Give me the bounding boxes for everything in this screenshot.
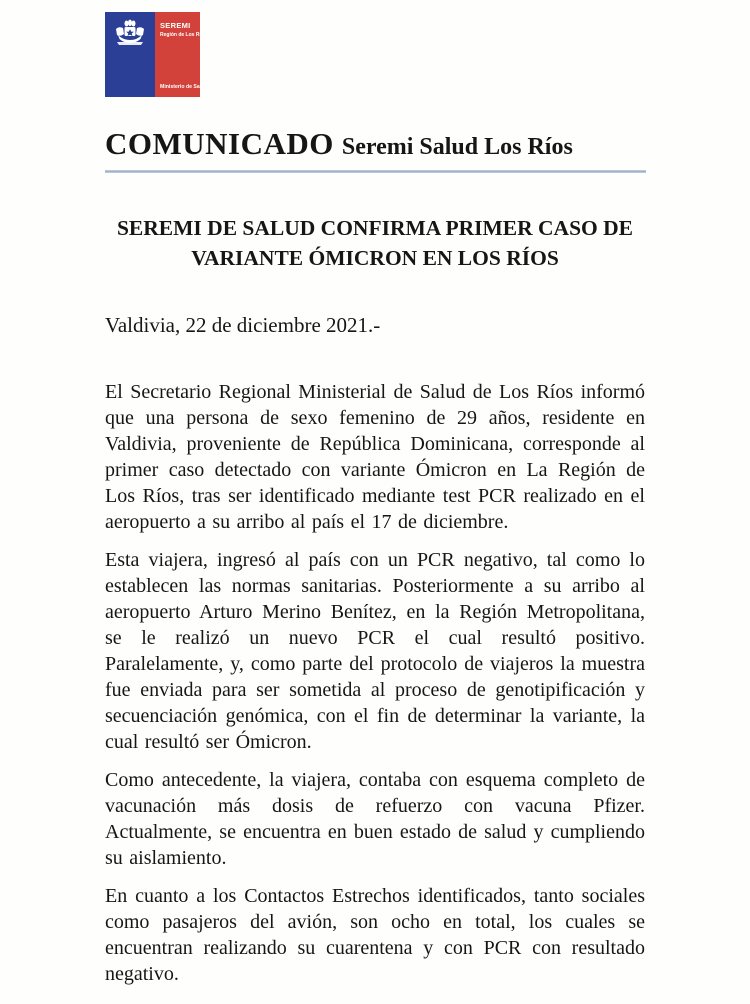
logo-ministry-text: Ministerio de Salud	[160, 84, 208, 90]
paragraph-3: Como antecedente, la viajera, contaba con esquema completo de vacunación más dosis de refuerzo con vacuna Pfizer. Actualmente, se encuentra en buen estado de salud y cumpliendo su aislamiento.	[105, 769, 645, 869]
title-divider-rule	[105, 170, 646, 173]
logo-region-text: Región de Los Ríos	[160, 32, 207, 38]
logo-seremi-text: SEREMI	[160, 21, 191, 30]
logo-blue-panel	[105, 12, 155, 97]
paragraph-4: En cuanto a los Contactos Estrechos identificados, tanto sociales como pasajeros del avión, son ocho en total, los cuales se encuentran realizando su cuarentena y con PCR con resultado negativo.	[105, 885, 645, 985]
logo-red-panel	[155, 12, 208, 97]
paragraph-1: El Secretario Regional Ministerial de Salud de Los Ríos informó que una persona de sexo femenino de 29 años, residente en Valdivia, proveniente de República Dominicana, corresponde al primer caso detectado con variante Ómicron en La Región de Los Ríos, tras ser identificado mediante test PCR realizado en el aeropuerto a su arribo al país el 17 de diciembre.	[105, 381, 645, 533]
seremi-salud-logo	[105, 12, 208, 97]
paragraph-2: Esta viajera, ingresó al país con un PCR negativo, tal como lo establecen las normas sanitarias. Posteriormente a su arribo al aeropuerto Arturo Merino Benítez, en la Región Metropolitana, se le realizó un nuevo PCR el cual resultó positivo. Paralelamente, y, como parte del protocolo de viajeros la muestra fue enviada para ser sometida al proceso de genotipificación y secuenciación genómica, con el fin de determinar la variante, la cual resultó ser Ómicron.	[105, 549, 645, 753]
dateline: Valdivia, 22 de diciembre 2021.-	[105, 313, 381, 337]
headline-line2: VARIANTE ÓMICRON EN LOS RÍOS	[191, 246, 559, 270]
document-title	[105, 126, 646, 162]
headline-line1: SEREMI DE SALUD CONFIRMA PRIMER CASO DE	[116, 216, 634, 240]
chile-coat-of-arms-icon	[112, 19, 148, 55]
title-subtitle: Seremi Salud Los Ríos	[341, 134, 573, 160]
headline	[105, 213, 645, 273]
title-comunicado: COMUNICADO	[105, 126, 334, 161]
